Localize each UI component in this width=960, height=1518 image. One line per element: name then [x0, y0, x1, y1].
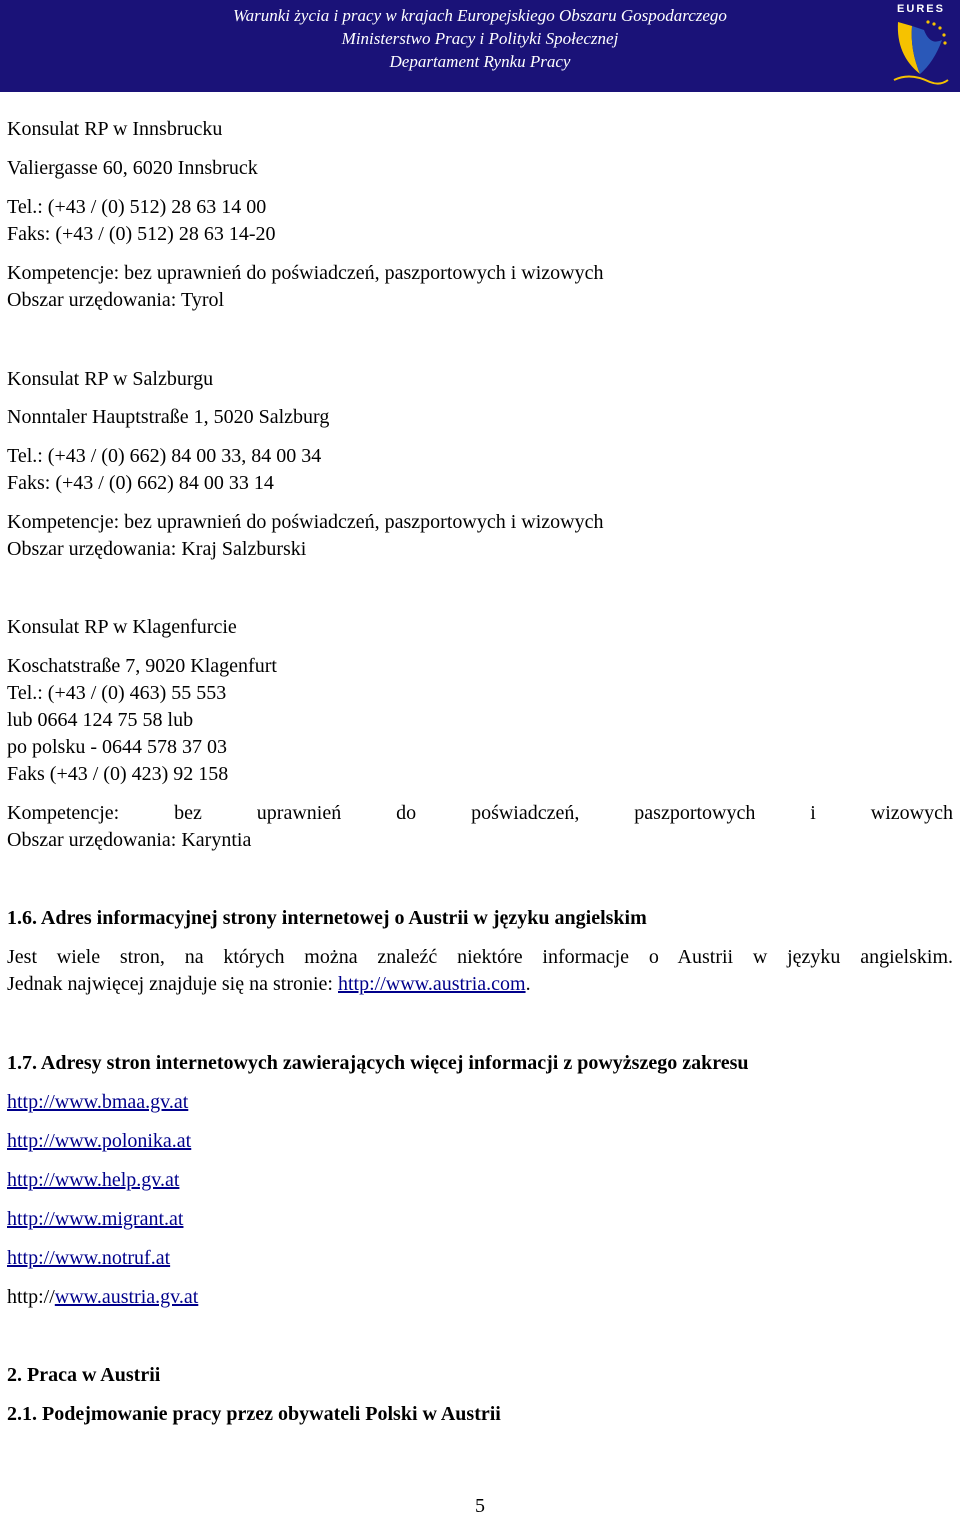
link-item [7, 1090, 188, 1114]
consulate-tel-polish: po polsku - 0644 578 37 03 [7, 736, 227, 758]
consulate-tel-alt: lub 0664 124 75 58 lub [7, 709, 194, 731]
link-item [7, 1168, 179, 1192]
page-header [0, 0, 960, 92]
polonika-link[interactable]: http://www.polonika.at [7, 1130, 192, 1152]
section-1-6-suffix: . [525, 973, 531, 995]
page-number: 5 [475, 1495, 485, 1517]
section-1-7-heading: 1.7. Adresy stron internetowych zawierających więcej informacji z powyższego zakresu [7, 1052, 749, 1074]
austria-com-link[interactable]: http://www.austria.com [338, 973, 526, 995]
section-2-heading: 2. Praca w Austrii [7, 1364, 161, 1386]
link-item [7, 1129, 191, 1153]
austria-gv-link[interactable]: www.austria.gv.at [54, 1286, 199, 1308]
consulate-tel: Tel.: (+43 / (0) 662) 84 00 33, 84 00 34 [7, 445, 322, 467]
header-department: Departament Rynku Pracy [389, 52, 571, 71]
consulate-name: Konsulat RP w Innsbrucku [7, 118, 223, 140]
consulate-name: Konsulat RP w Salzburgu [7, 368, 214, 390]
header-title: Warunki życia i pracy w krajach Europejskiego Obszaru Gospodarczego [233, 6, 727, 25]
consulate-competence: Kompetencje: bez uprawnień do poświadczeń, paszportowych i wizowych [7, 262, 604, 284]
consulate-area: Obszar urzędowania: Karyntia [7, 829, 252, 851]
consulate-fax: Faks: (+43 / (0) 662) 84 00 33 14 [7, 472, 274, 494]
consulate-address: Valiergasse 60, 6020 Innsbruck [7, 157, 258, 179]
consulate-fax: Faks (+43 / (0) 423) 92 158 [7, 763, 229, 785]
section-1-6-prefix: Jednak najwięcej znajduje się na stronie: [7, 973, 338, 995]
link-item [7, 1246, 170, 1270]
section-2-1-heading: 2.1. Podejmowanie pracy przez obywateli Polski w Austrii [7, 1403, 501, 1425]
section-1-6-text-line2 [7, 972, 531, 996]
header-ministry: Ministerstwo Pracy i Polityki Społecznej [341, 29, 619, 48]
austria-gv-link-prefix: http:// [7, 1286, 55, 1308]
help-gv-link[interactable]: http://www.help.gv.at [7, 1169, 180, 1191]
consulate-name: Konsulat RP w Klagenfurcie [7, 616, 237, 638]
consulate-competence: Kompetencje: bez uprawnień do poświadczeń, paszportowych i wizowych [7, 511, 604, 533]
eures-logo [890, 0, 952, 88]
bmaa-link[interactable]: http://www.bmaa.gv.at [7, 1091, 189, 1113]
consulate-address: Koschatstraße 7, 9020 Klagenfurt [7, 655, 277, 677]
consulate-area: Obszar urzędowania: Tyrol [7, 289, 225, 311]
consulate-competence: Kompetencje: bez uprawnień do poświadczeń, paszportowych i wizowych [7, 802, 953, 824]
consulate-tel: Tel.: (+43 / (0) 463) 55 553 [7, 682, 227, 704]
notruf-link[interactable]: http://www.notruf.at [7, 1247, 171, 1269]
consulate-address: Nonntaler Hauptstraße 1, 5020 Salzburg [7, 406, 330, 428]
link-item [7, 1207, 183, 1231]
migrant-link[interactable]: http://www.migrant.at [7, 1208, 184, 1230]
section-1-6-text: Jest wiele stron, na których można znaleźć niektóre informacje o Austrii w języku angielskim. [7, 946, 953, 968]
section-1-6-heading: 1.6. Adres informacyjnej strony internetowej o Austrii w języku angielskim [7, 907, 647, 929]
consulate-tel: Tel.: (+43 / (0) 512) 28 63 14 00 [7, 196, 267, 218]
consulate-area: Obszar urzędowania: Kraj Salzburski [7, 538, 307, 560]
header-text [0, 4, 960, 73]
link-item[interactable] [7, 1285, 198, 1309]
eures-logo-text: EURES [897, 3, 945, 15]
consulate-fax: Faks: (+43 / (0) 512) 28 63 14-20 [7, 223, 276, 245]
